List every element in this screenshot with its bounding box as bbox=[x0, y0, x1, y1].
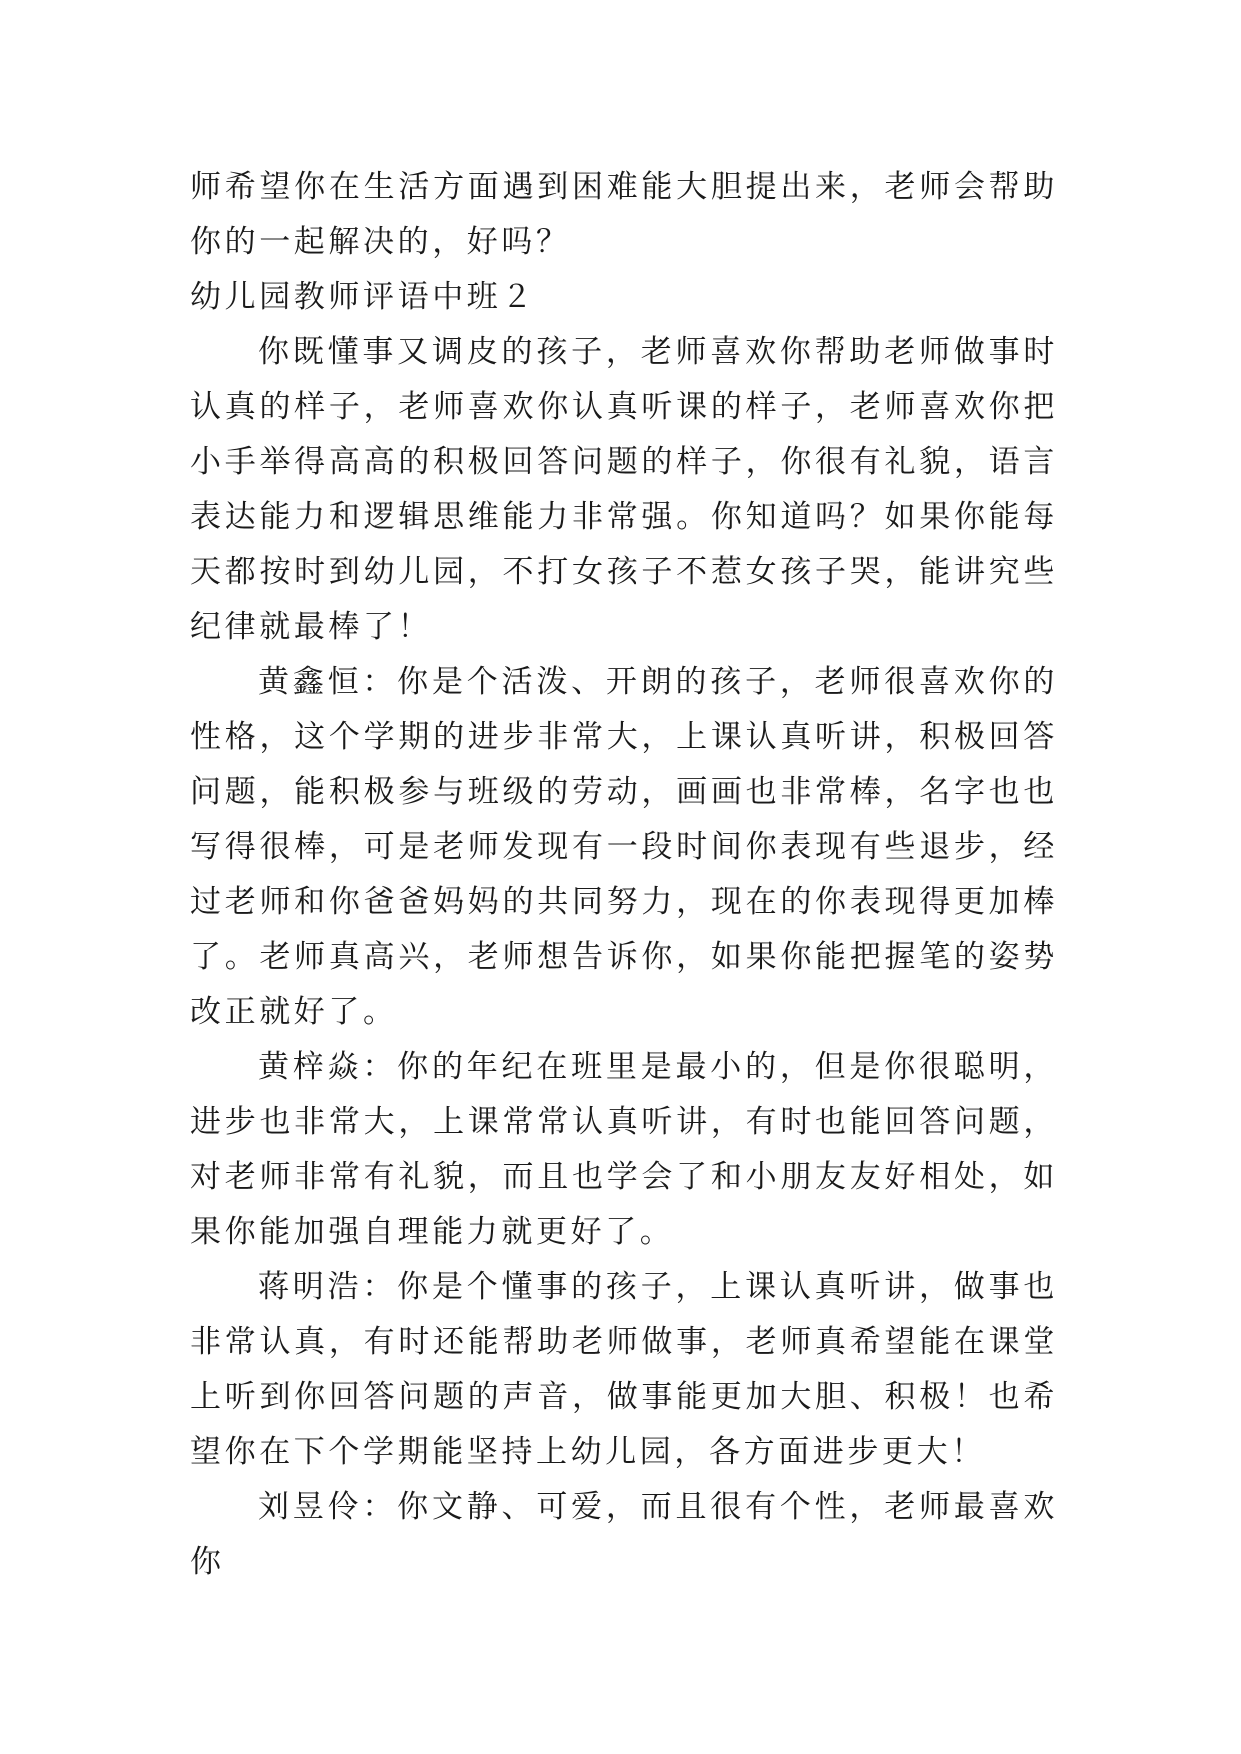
comment-paragraph-1: 你既懂事又调皮的孩子，老师喜欢你帮助老师做事时认真的样子，老师喜欢你认真听课的样子，老师喜欢你把小手举得高高的积极回答问题的样子，你很有礼貌，语言表达能力和逻辑思维能力非常强。你知道吗？如果你能每天都按时到幼儿园，不打女孩子不惹女孩子哭，能讲究些纪律就最棒了！ bbox=[190, 334, 1058, 645]
comment-paragraph-huang-ziyan: 黄梓焱：你的年纪在班里是最小的，但是你很聪明，进步也非常大，上课常常认真听讲，有时也能回答问题，对老师非常有礼貌，而且也学会了和小朋友友好相处，如果你能加强自理能力就更好了。 bbox=[190, 1049, 1058, 1250]
document-page bbox=[190, 160, 1058, 1590]
section-heading: 幼儿园教师评语中班２ bbox=[190, 279, 536, 315]
continuation-paragraph: 师希望你在生活方面遇到困难能大胆提出来，老师会帮助你的一起解决的，好吗？ bbox=[190, 169, 1058, 260]
comment-paragraph-liu-yuling: 刘昱伶：你文静、可爱，而且很有个性，老师最喜欢你 bbox=[190, 1489, 1058, 1580]
comment-paragraph-jiang-minghao: 蒋明浩：你是个懂事的孩子，上课认真听讲，做事也非常认真，有时还能帮助老师做事，老师真希望能在课堂上听到你回答问题的声音，做事能更加大胆、积极！也希望你在下个学期能坚持上幼儿园，各方面进步更大！ bbox=[190, 1269, 1058, 1470]
comment-paragraph-huang-xinheng: 黄鑫恒：你是个活泼、开朗的孩子，老师很喜欢你的性格，这个学期的进步非常大，上课认真听讲，积极回答问题，能积极参与班级的劳动，画画也非常棒，名字也也写得很棒，可是老师发现有一段时间你表现有些退步，经过老师和你爸爸妈妈的共同努力，现在的你表现得更加棒了。老师真高兴，老师想告诉你，如果你能把握笔的姿势改正就好了。 bbox=[190, 664, 1058, 1030]
